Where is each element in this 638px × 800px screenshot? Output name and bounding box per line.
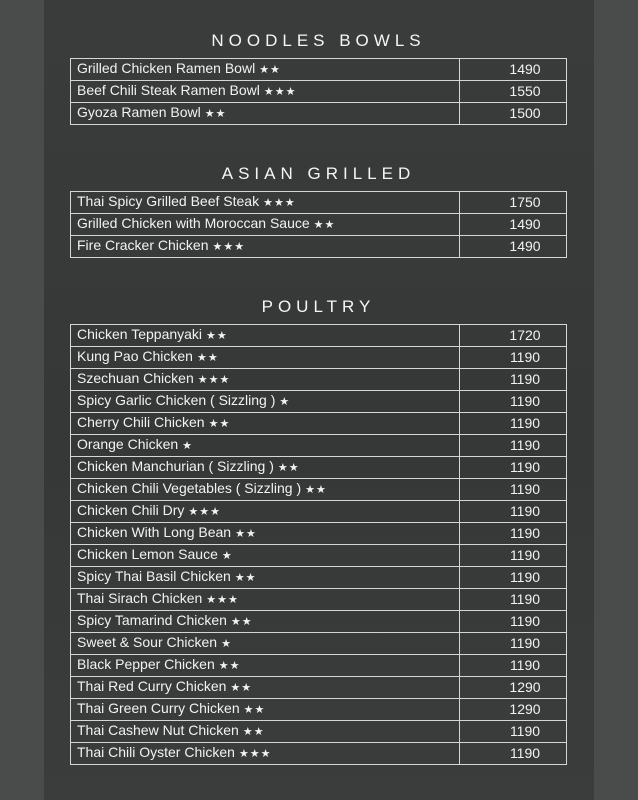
item-price: 1190 [460,457,567,479]
item-price: 1550 [460,81,567,103]
spice-stars: ★★ [196,352,219,364]
item-price: 1290 [460,677,567,699]
menu-row [71,369,567,391]
section-title: POULTRY [261,297,376,316]
item-name: Beef Chili Steak Ramen Bowl [77,82,260,98]
menu-row [71,391,567,413]
menu-row [71,236,567,258]
item-price: 1190 [460,589,567,611]
section-title: NOODLES BOWLS [211,31,426,50]
item-price: 1190 [460,721,567,743]
menu-row [71,103,567,125]
menu-row [71,743,567,765]
item-price: 1190 [460,501,567,523]
item-name: Spicy Thai Basil Chicken [77,568,231,584]
spice-stars: ★★ [218,660,241,672]
item-name: Chicken Teppanyaki [77,326,203,342]
item-price: 1190 [460,567,567,589]
spice-stars: ★★ [243,704,266,716]
menu-row [71,457,567,479]
spice-stars: ★★ [235,528,257,540]
item-name: Chicken Chili Dry [77,502,185,518]
item-price: 1500 [460,103,567,125]
menu-row [71,633,567,655]
menu-table [70,58,567,125]
menu-row [71,214,567,236]
item-name: Thai Cashew Nut Chicken [77,722,239,738]
menu-row [71,589,567,611]
menu-row [71,677,567,699]
menu-row [71,435,567,457]
spice-stars: ★★ [204,108,227,120]
item-name: Grilled Chicken Ramen Bowl [77,60,256,76]
item-name: Thai Sirach Chicken [77,590,203,606]
item-price: 1720 [460,325,567,347]
menu-row [71,501,567,523]
menu-row [71,721,567,743]
item-name: Cherry Chili Chicken [77,414,205,430]
spice-stars: ★★ [206,330,228,342]
menu-row [71,413,567,435]
item-price: 1490 [460,236,567,258]
spice-stars: ★★ [242,726,265,738]
item-price: 1190 [460,435,567,457]
spice-stars: ★★ [230,682,253,694]
section-poultry [70,296,567,765]
spice-stars: ★★★ [238,748,272,760]
right-margin-panel [594,0,638,800]
spice-stars: ★★★ [212,241,246,253]
spice-stars: ★★★ [188,506,221,518]
item-name: Gyoza Ramen Bowl [77,104,201,120]
item-price: 1190 [460,479,567,501]
item-name: Spicy Tamarind Chicken [77,612,227,628]
item-name: Thai Chili Oyster Chicken [77,744,235,760]
item-price: 1190 [460,743,567,765]
menu-row [71,81,567,103]
menu-row [71,59,567,81]
item-price: 1750 [460,192,567,214]
spice-stars: ★★ [208,418,231,430]
section-noodles-bowls [70,30,567,125]
spice-stars: ★ [279,396,291,408]
item-name: Fire Cracker Chicken [77,237,209,253]
item-name: Black Pepper Chicken [77,656,215,672]
item-name: Thai Green Curry Chicken [77,700,240,716]
spice-stars: ★ [221,638,232,650]
section-asian-grilled [70,163,567,258]
spice-stars: ★★★ [197,374,231,386]
menu-row [71,699,567,721]
item-name: Grilled Chicken with Moroccan Sauce [77,215,310,231]
spice-stars: ★★ [305,484,327,496]
item-price: 1190 [460,347,567,369]
spice-stars: ★★ [259,64,281,76]
menu-row [71,611,567,633]
menu-table [70,324,567,765]
spice-stars: ★★★ [263,197,296,209]
item-price: 1290 [460,699,567,721]
spice-stars: ★★ [277,462,300,474]
item-price: 1190 [460,633,567,655]
item-name: Chicken Manchurian ( Sizzling ) [77,458,274,474]
menu-table [70,191,567,258]
item-price: 1190 [460,545,567,567]
spice-stars: ★ [182,440,194,452]
menu-row [71,545,567,567]
item-price: 1190 [460,413,567,435]
item-name: Thai Red Curry Chicken [77,678,227,694]
item-name: Sweet & Sour Chicken [77,634,218,650]
menu-row [71,192,567,214]
menu-row [71,523,567,545]
item-name: Szechuan Chicken [77,370,194,386]
item-price: 1190 [460,611,567,633]
item-name: Chicken With Long Bean [77,524,232,540]
item-price: 1190 [460,391,567,413]
menu-row [71,655,567,677]
section-title: ASIAN GRILLED [221,164,416,183]
menu-row [71,347,567,369]
menu-row [71,325,567,347]
menu-row [71,479,567,501]
item-price: 1490 [460,214,567,236]
item-price: 1490 [460,59,567,81]
spice-stars: ★★ [230,616,253,628]
spice-stars: ★★ [234,572,257,584]
item-price: 1190 [460,523,567,545]
menu-row [71,567,567,589]
spice-stars: ★★★ [263,86,297,98]
item-name: Chicken Lemon Sauce [77,546,218,562]
item-name: Spicy Garlic Chicken ( Sizzling ) [77,392,276,408]
item-name: Orange Chicken [77,436,179,452]
spice-stars: ★★★ [206,594,239,606]
item-name: Chicken Chili Vegetables ( Sizzling ) [77,480,302,496]
item-name: Kung Pao Chicken [77,348,193,364]
left-margin-panel [0,0,44,800]
spice-stars: ★ [221,550,233,562]
spice-stars: ★★ [313,219,336,231]
item-price: 1190 [460,655,567,677]
item-price: 1190 [460,369,567,391]
item-name: Thai Spicy Grilled Beef Steak [77,193,260,209]
